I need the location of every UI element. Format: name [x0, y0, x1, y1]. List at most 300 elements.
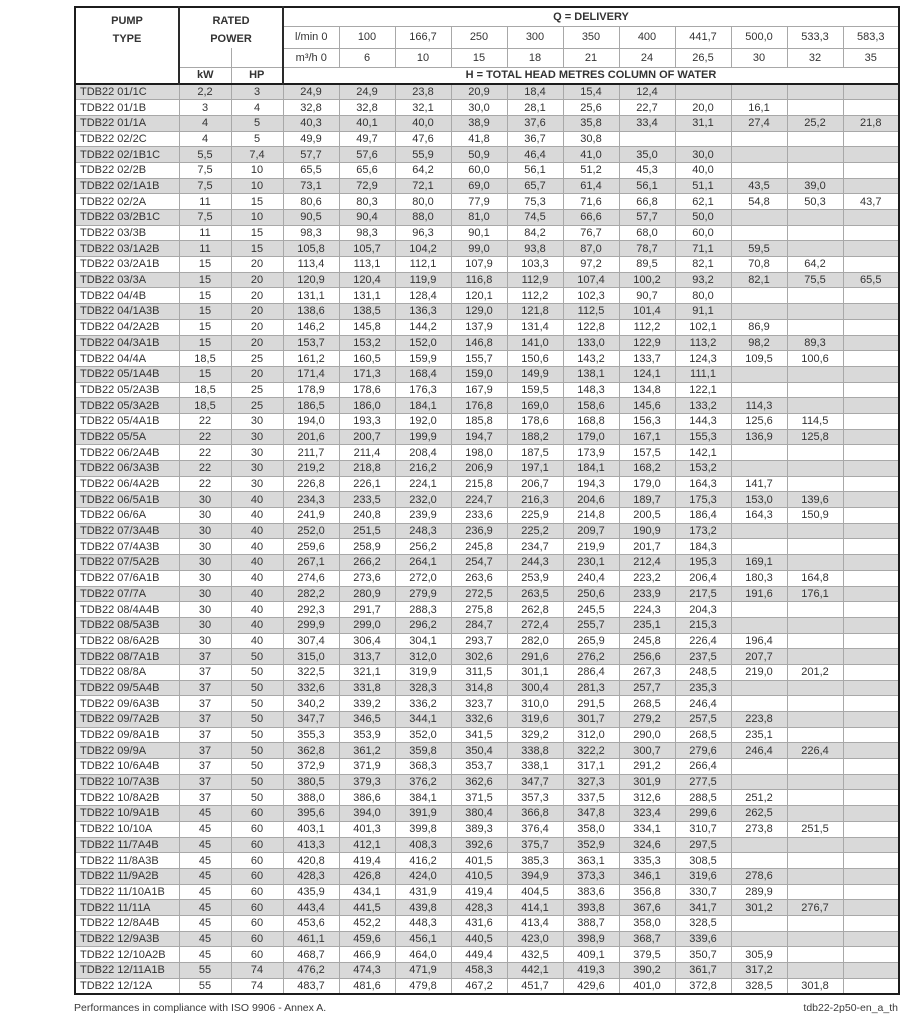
head-value-cell-9 [787, 461, 843, 477]
head-value-cell-0: 146,2 [283, 319, 339, 335]
head-value-cell-9 [787, 131, 843, 147]
head-value-cell-5: 363,1 [563, 853, 619, 869]
head-value-cell-0: 234,3 [283, 492, 339, 508]
head-value-cell-4: 149,9 [507, 366, 563, 382]
head-value-cell-5: 209,7 [563, 523, 619, 539]
head-value-cell-8: 207,7 [731, 649, 787, 665]
head-value-cell-6: 235,1 [619, 617, 675, 633]
head-value-cell-6: 356,8 [619, 884, 675, 900]
head-value-cell-2: 23,8 [395, 84, 451, 100]
head-value-cell-5: 312,0 [563, 727, 619, 743]
head-value-cell-6: 212,4 [619, 555, 675, 571]
head-value-cell-8: 54,8 [731, 194, 787, 210]
head-value-cell-2: 104,2 [395, 241, 451, 257]
head-value-cell-9 [787, 241, 843, 257]
head-value-cell-7: 20,0 [675, 100, 731, 116]
head-value-cell-1: 32,8 [339, 100, 395, 116]
head-value-cell-9 [787, 366, 843, 382]
head-value-cell-1: 346,5 [339, 712, 395, 728]
head-value-cell-10 [843, 398, 899, 414]
pump-type-cell: TDB22 02/2B [75, 162, 179, 178]
kw-cell: 15 [179, 257, 231, 273]
kw-cell: 7,5 [179, 162, 231, 178]
document-reference: tdb22-2p50-en_a_th [803, 1002, 898, 1014]
head-value-cell-6: 267,3 [619, 664, 675, 680]
head-value-cell-9 [787, 147, 843, 163]
head-value-cell-8 [731, 680, 787, 696]
head-value-cell-2: 264,1 [395, 555, 451, 571]
kw-cell: 22 [179, 476, 231, 492]
head-value-cell-4: 121,8 [507, 304, 563, 320]
head-value-cell-2: 72,1 [395, 178, 451, 194]
head-value-cell-4: 338,1 [507, 759, 563, 775]
head-value-cell-8 [731, 162, 787, 178]
head-value-cell-3: 198,0 [451, 445, 507, 461]
head-value-cell-4: 197,1 [507, 461, 563, 477]
head-value-cell-7: 124,3 [675, 351, 731, 367]
kw-cell: 30 [179, 602, 231, 618]
head-value-cell-6: 390,2 [619, 963, 675, 979]
head-value-cell-3: 167,9 [451, 382, 507, 398]
head-value-cell-2: 224,1 [395, 476, 451, 492]
head-value-cell-5: 179,0 [563, 429, 619, 445]
delivery-m3h-row [75, 48, 899, 67]
table-row [75, 790, 899, 806]
kw-cell: 45 [179, 900, 231, 916]
kw-cell: 37 [179, 743, 231, 759]
table-row [75, 288, 899, 304]
kw-cell: 22 [179, 445, 231, 461]
head-value-cell-8 [731, 147, 787, 163]
head-value-cell-10 [843, 461, 899, 477]
head-value-cell-9 [787, 649, 843, 665]
head-value-cell-6: 379,5 [619, 947, 675, 963]
head-value-cell-2: 216,2 [395, 461, 451, 477]
pump-type-cell: TDB22 10/9A1B [75, 806, 179, 822]
head-value-cell-5: 388,7 [563, 915, 619, 931]
table-row [75, 178, 899, 194]
head-value-cell-0: 388,0 [283, 790, 339, 806]
pump-type-cell: TDB22 04/2A2B [75, 319, 179, 335]
head-value-cell-2: 112,1 [395, 257, 451, 273]
delivery-m3h-value-1: 6 [339, 48, 395, 67]
head-value-cell-1: 361,2 [339, 743, 395, 759]
head-value-cell-6: 89,5 [619, 257, 675, 273]
head-value-cell-4: 310,0 [507, 696, 563, 712]
hp-cell: 60 [231, 947, 283, 963]
kw-cell: 45 [179, 868, 231, 884]
head-value-cell-1: 434,1 [339, 884, 395, 900]
head-value-cell-7: 31,1 [675, 115, 731, 131]
head-value-cell-1: 251,5 [339, 523, 395, 539]
table-row [75, 492, 899, 508]
head-value-cell-6: 167,1 [619, 429, 675, 445]
table-row [75, 445, 899, 461]
hp-cell: 74 [231, 978, 283, 994]
hp-cell: 7,4 [231, 147, 283, 163]
head-value-cell-6: 346,1 [619, 868, 675, 884]
head-value-cell-9 [787, 868, 843, 884]
head-value-cell-2: 304,1 [395, 633, 451, 649]
head-value-cell-8 [731, 774, 787, 790]
head-value-cell-3: 185,8 [451, 413, 507, 429]
page-footer [74, 1002, 898, 1014]
head-value-cell-0: 468,7 [283, 947, 339, 963]
kw-cell: 18,5 [179, 382, 231, 398]
head-value-cell-3: 215,8 [451, 476, 507, 492]
pump-type-cell: TDB22 12/10A2B [75, 947, 179, 963]
kw-cell: 18,5 [179, 351, 231, 367]
kw-cell: 30 [179, 539, 231, 555]
delivery-m3h-value-10: 35 [843, 48, 899, 67]
table-row [75, 429, 899, 445]
head-value-cell-5: 143,2 [563, 351, 619, 367]
head-value-cell-5: 158,6 [563, 398, 619, 414]
head-value-cell-7: 330,7 [675, 884, 731, 900]
head-value-cell-6: 300,7 [619, 743, 675, 759]
head-value-cell-0: 131,1 [283, 288, 339, 304]
hp-column-spacer [231, 48, 283, 67]
head-value-cell-7: 82,1 [675, 257, 731, 273]
table-row [75, 617, 899, 633]
head-value-cell-2: 439,8 [395, 900, 451, 916]
delivery-m3h-value-7: 26,5 [675, 48, 731, 67]
head-value-cell-1: 65,6 [339, 162, 395, 178]
hp-cell: 40 [231, 492, 283, 508]
head-value-cell-6: 124,1 [619, 366, 675, 382]
head-value-cell-10 [843, 178, 899, 194]
head-value-cell-6: 68,0 [619, 225, 675, 241]
head-value-cell-9 [787, 225, 843, 241]
kw-cell: 30 [179, 523, 231, 539]
head-value-cell-9: 125,8 [787, 429, 843, 445]
head-value-cell-10 [843, 162, 899, 178]
compliance-note: Performances in compliance with ISO 9906 - Annex A. [74, 1002, 327, 1014]
hp-cell: 50 [231, 712, 283, 728]
kw-cell: 45 [179, 915, 231, 931]
head-value-cell-2: 144,2 [395, 319, 451, 335]
pump-type-cell: TDB22 07/4A3B [75, 539, 179, 555]
head-value-cell-0: 362,8 [283, 743, 339, 759]
head-value-cell-3: 332,6 [451, 712, 507, 728]
head-value-cell-10 [843, 602, 899, 618]
head-value-cell-3: 233,6 [451, 508, 507, 524]
head-value-cell-7: 71,1 [675, 241, 731, 257]
head-value-cell-10 [843, 633, 899, 649]
kw-cell: 15 [179, 335, 231, 351]
head-value-cell-8 [731, 461, 787, 477]
head-value-cell-6: 223,2 [619, 570, 675, 586]
head-value-cell-4: 262,8 [507, 602, 563, 618]
head-value-cell-6: 312,6 [619, 790, 675, 806]
head-value-cell-7: 91,1 [675, 304, 731, 320]
kw-cell: 30 [179, 617, 231, 633]
head-value-cell-8: 82,1 [731, 272, 787, 288]
head-value-cell-0: 65,5 [283, 162, 339, 178]
head-value-cell-7: 153,2 [675, 461, 731, 477]
head-value-cell-4: 282,0 [507, 633, 563, 649]
head-value-cell-9: 276,7 [787, 900, 843, 916]
head-value-cell-3: 99,0 [451, 241, 507, 257]
hp-cell: 60 [231, 821, 283, 837]
head-value-cell-5: 393,8 [563, 900, 619, 916]
hp-cell: 30 [231, 429, 283, 445]
head-value-cell-7: 279,6 [675, 743, 731, 759]
hp-header: HP [231, 67, 283, 84]
head-value-cell-4: 169,0 [507, 398, 563, 414]
head-value-cell-6: 268,5 [619, 696, 675, 712]
pump-type-header [75, 7, 179, 84]
head-value-cell-8 [731, 131, 787, 147]
head-value-cell-5: 25,6 [563, 100, 619, 116]
head-value-cell-5: 291,5 [563, 696, 619, 712]
head-value-cell-4: 93,8 [507, 241, 563, 257]
head-value-cell-5: 250,6 [563, 586, 619, 602]
head-value-cell-2: 456,1 [395, 931, 451, 947]
table-row [75, 210, 899, 226]
head-value-cell-9 [787, 288, 843, 304]
head-value-cell-7: 113,2 [675, 335, 731, 351]
head-value-cell-5: 30,8 [563, 131, 619, 147]
head-value-cell-2: 408,3 [395, 837, 451, 853]
head-value-cell-9 [787, 382, 843, 398]
head-value-cell-9: 251,5 [787, 821, 843, 837]
head-value-cell-5: 148,3 [563, 382, 619, 398]
table-row [75, 821, 899, 837]
head-value-cell-7: 93,2 [675, 272, 731, 288]
hp-cell: 60 [231, 915, 283, 931]
head-value-cell-10 [843, 335, 899, 351]
pump-type-cell: TDB22 08/7A1B [75, 649, 179, 665]
head-value-cell-5: 107,4 [563, 272, 619, 288]
head-value-cell-10: 21,8 [843, 115, 899, 131]
head-value-cell-3: 120,1 [451, 288, 507, 304]
delivery-m3h-value-0: m³/h 0 [283, 48, 339, 67]
head-value-cell-2: 128,4 [395, 288, 451, 304]
head-value-cell-6: 290,0 [619, 727, 675, 743]
head-value-cell-6: 233,9 [619, 586, 675, 602]
head-value-cell-2: 55,9 [395, 147, 451, 163]
head-value-cell-5: 337,5 [563, 790, 619, 806]
delivery-m3h-value-3: 15 [451, 48, 507, 67]
head-value-cell-10 [843, 853, 899, 869]
head-value-cell-1: 353,9 [339, 727, 395, 743]
q-delivery-header: Q = DELIVERY [283, 7, 899, 27]
head-value-cell-2: 464,0 [395, 947, 451, 963]
rated-power-header-line2: POWER [210, 33, 252, 45]
pump-type-cell: TDB22 03/2B1C [75, 210, 179, 226]
head-value-cell-1: 266,2 [339, 555, 395, 571]
kw-cell: 5,5 [179, 147, 231, 163]
head-value-cell-7: 62,1 [675, 194, 731, 210]
kw-cell: 30 [179, 492, 231, 508]
head-value-cell-10 [843, 257, 899, 273]
head-value-cell-8: 251,2 [731, 790, 787, 806]
head-value-cell-5: 204,6 [563, 492, 619, 508]
head-value-cell-3: 284,7 [451, 617, 507, 633]
head-value-cell-7: 60,0 [675, 225, 731, 241]
head-value-cell-9 [787, 884, 843, 900]
head-value-cell-8 [731, 523, 787, 539]
table-row [75, 147, 899, 163]
head-value-cell-8 [731, 837, 787, 853]
head-value-cell-8 [731, 210, 787, 226]
kw-cell: 22 [179, 429, 231, 445]
head-value-cell-7: 288,5 [675, 790, 731, 806]
head-value-cell-0: 40,3 [283, 115, 339, 131]
head-value-cell-2: 232,0 [395, 492, 451, 508]
head-value-cell-0: 153,7 [283, 335, 339, 351]
head-value-cell-7: 297,5 [675, 837, 731, 853]
head-value-cell-4: 394,9 [507, 868, 563, 884]
head-value-cell-2: 159,9 [395, 351, 451, 367]
head-value-cell-1: 386,6 [339, 790, 395, 806]
delivery-lmin-value-3: 250 [451, 27, 507, 48]
head-value-cell-2: 47,6 [395, 131, 451, 147]
kw-cell: 18,5 [179, 398, 231, 414]
pump-type-cell: TDB22 05/3A2B [75, 398, 179, 414]
pump-type-cell: TDB22 12/9A3B [75, 931, 179, 947]
table-row [75, 115, 899, 131]
head-value-cell-2: 152,0 [395, 335, 451, 351]
head-value-cell-8: 153,0 [731, 492, 787, 508]
head-value-cell-3: 293,7 [451, 633, 507, 649]
head-value-cell-3: 323,7 [451, 696, 507, 712]
head-value-cell-3: 69,0 [451, 178, 507, 194]
head-value-cell-5: 276,2 [563, 649, 619, 665]
kw-cell: 15 [179, 288, 231, 304]
hp-cell: 50 [231, 743, 283, 759]
table-row [75, 774, 899, 790]
head-value-cell-4: 234,7 [507, 539, 563, 555]
head-value-cell-7: 268,5 [675, 727, 731, 743]
head-value-cell-3: 389,3 [451, 821, 507, 837]
head-value-cell-5: 97,2 [563, 257, 619, 273]
head-value-cell-9 [787, 633, 843, 649]
kw-cell: 30 [179, 586, 231, 602]
head-value-cell-1: 131,1 [339, 288, 395, 304]
pump-type-cell: TDB22 05/2A3B [75, 382, 179, 398]
head-value-cell-8: 86,9 [731, 319, 787, 335]
head-value-cell-3: 419,4 [451, 884, 507, 900]
head-value-cell-4: 244,3 [507, 555, 563, 571]
head-value-cell-4: 150,6 [507, 351, 563, 367]
head-value-cell-1: 145,8 [339, 319, 395, 335]
head-value-cell-2: 368,3 [395, 759, 451, 775]
head-value-cell-0: 453,6 [283, 915, 339, 931]
pump-type-cell: TDB22 09/9A [75, 743, 179, 759]
head-value-cell-1: 120,4 [339, 272, 395, 288]
head-value-cell-4: 225,9 [507, 508, 563, 524]
delivery-lmin-value-9: 533,3 [787, 27, 843, 48]
head-value-cell-7: 80,0 [675, 288, 731, 304]
head-value-cell-7: 175,3 [675, 492, 731, 508]
head-value-cell-4: 376,4 [507, 821, 563, 837]
head-value-cell-9 [787, 853, 843, 869]
pump-type-cell: TDB22 12/8A4B [75, 915, 179, 931]
head-value-cell-9 [787, 523, 843, 539]
kw-column-spacer [179, 48, 231, 67]
head-value-cell-10 [843, 523, 899, 539]
head-value-cell-4: 263,5 [507, 586, 563, 602]
head-value-cell-10 [843, 790, 899, 806]
head-value-cell-0: 90,5 [283, 210, 339, 226]
head-value-cell-4: 46,4 [507, 147, 563, 163]
pump-type-header-line2: TYPE [112, 33, 142, 45]
head-value-cell-3: 467,2 [451, 978, 507, 994]
head-value-cell-2: 168,4 [395, 366, 451, 382]
hp-cell: 40 [231, 555, 283, 571]
head-value-cell-9 [787, 617, 843, 633]
head-value-cell-9: 226,4 [787, 743, 843, 759]
head-value-cell-8: 114,3 [731, 398, 787, 414]
head-value-cell-9 [787, 304, 843, 320]
head-value-cell-8 [731, 915, 787, 931]
head-value-cell-8: 136,9 [731, 429, 787, 445]
head-value-cell-0: 443,4 [283, 900, 339, 916]
kw-cell: 22 [179, 413, 231, 429]
head-value-cell-8: 262,5 [731, 806, 787, 822]
head-value-cell-9 [787, 837, 843, 853]
head-value-cell-4: 28,1 [507, 100, 563, 116]
pump-type-cell: TDB22 05/1A4B [75, 366, 179, 382]
head-value-cell-8 [731, 759, 787, 775]
table-row [75, 570, 899, 586]
head-value-cell-5: 184,1 [563, 461, 619, 477]
head-value-cell-5: 409,1 [563, 947, 619, 963]
head-value-cell-3: 20,9 [451, 84, 507, 100]
delivery-lmin-value-10: 583,3 [843, 27, 899, 48]
head-value-cell-1: 105,7 [339, 241, 395, 257]
head-value-cell-4: 375,7 [507, 837, 563, 853]
head-value-cell-10 [843, 241, 899, 257]
head-value-cell-6: 256,6 [619, 649, 675, 665]
head-value-cell-3: 254,7 [451, 555, 507, 571]
head-value-cell-5: 373,3 [563, 868, 619, 884]
table-row [75, 931, 899, 947]
head-value-cell-1: 371,9 [339, 759, 395, 775]
head-value-cell-2: 359,8 [395, 743, 451, 759]
head-value-cell-3: 81,0 [451, 210, 507, 226]
head-value-cell-4: 36,7 [507, 131, 563, 147]
kw-cell: 15 [179, 304, 231, 320]
head-value-cell-9 [787, 759, 843, 775]
head-value-cell-8 [731, 931, 787, 947]
head-value-cell-7: 266,4 [675, 759, 731, 775]
hp-cell: 30 [231, 476, 283, 492]
head-value-cell-8: 273,8 [731, 821, 787, 837]
head-value-cell-10 [843, 492, 899, 508]
hp-cell: 40 [231, 602, 283, 618]
table-row [75, 978, 899, 994]
head-value-cell-8: 328,5 [731, 978, 787, 994]
table-row [75, 555, 899, 571]
head-value-cell-5: 214,8 [563, 508, 619, 524]
head-value-cell-0: 413,3 [283, 837, 339, 853]
head-value-cell-0: 186,5 [283, 398, 339, 414]
head-value-cell-8: 16,1 [731, 100, 787, 116]
head-value-cell-7: 310,7 [675, 821, 731, 837]
head-value-cell-1: 459,6 [339, 931, 395, 947]
head-value-cell-6: 134,8 [619, 382, 675, 398]
head-value-cell-0: 322,5 [283, 664, 339, 680]
head-value-cell-1: 153,2 [339, 335, 395, 351]
head-value-cell-5: 327,3 [563, 774, 619, 790]
head-value-cell-3: 60,0 [451, 162, 507, 178]
head-value-cell-6: 323,4 [619, 806, 675, 822]
table-row [75, 915, 899, 931]
table-row [75, 162, 899, 178]
